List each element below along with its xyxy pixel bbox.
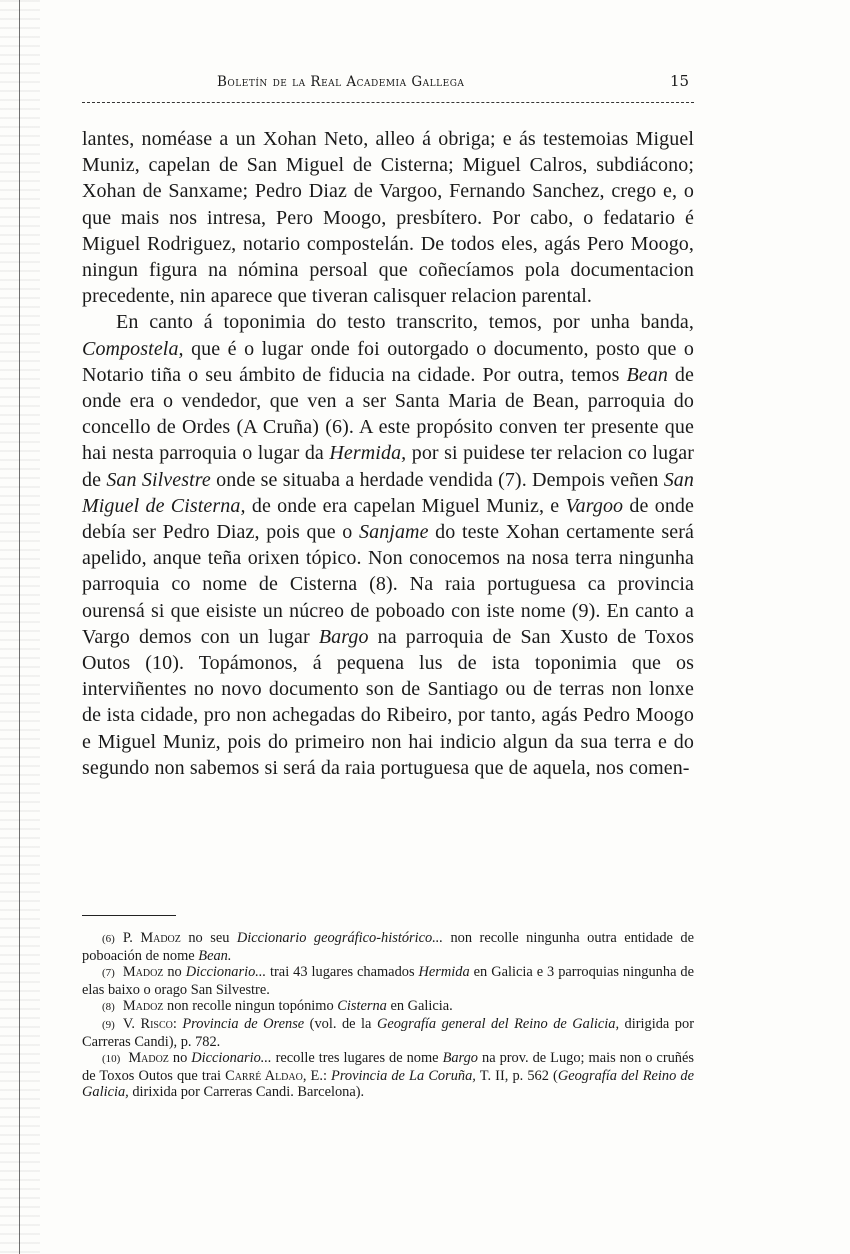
footnote-number: (10) [102, 1053, 121, 1066]
text-run: . Topámonos, á pequena lus de ista toponimia que os interviñentes no novo documento son de Santiago ou de terras non lonxe de ista cidade, pro non achegadas do Ribeiro, por tanto, agás Pedro Moogo e Miguel Muniz, pois do primeiro non hai indicio algun da sua terra e do segundo non sabemos si será da raia portuguesa que de aquela, nos comen- [82, 652, 694, 779]
footnote-number: (9) [102, 1018, 115, 1031]
paragraph-1 [82, 126, 694, 309]
author-name: Risco [140, 1015, 173, 1032]
footnote-number: (8) [102, 1001, 115, 1014]
page-number: 15 [670, 72, 690, 90]
note-text: P. [122, 930, 141, 946]
note-text: : [172, 1015, 183, 1032]
work-title: Diccionario... [185, 964, 267, 981]
note-text: non recolle ningun topónimo [163, 998, 338, 1015]
text-run: . Na raia portuguesa ca provincia ourensá si que eisiste un núcreo de poboado con iste nome [82, 573, 694, 622]
work-title: Provincia de Orense [182, 1015, 305, 1032]
footnote-ref: (6) [325, 416, 349, 439]
binding-edge [0, 0, 40, 1254]
footnote-ref: (7) [498, 468, 522, 491]
author-name: Madoz [122, 998, 164, 1015]
note-text: dirixida por Carreras Candi. Barcelona). [128, 1084, 365, 1101]
footnote-7 [82, 964, 694, 998]
work-title: Geografía del Reino de Galicia, [82, 1067, 695, 1101]
footnote-number: (7) [102, 967, 115, 980]
place-name: Hermida [418, 964, 470, 981]
author-name: Carré Aldao [225, 1067, 303, 1084]
text-run: na parroquia de San Xusto de Toxos Outos [82, 625, 694, 675]
note-text: recolle tres lugares de nome [271, 1050, 443, 1067]
text-run: que é o lugar onde foi outorgado o documento, posto que o Notario tiña o seu ámbito de fiducia na cidade. Por outra, temos [82, 337, 694, 386]
note-text: non recolle ningunha outra entidade de poboación de nome [82, 930, 694, 964]
work-title: Diccionario... [191, 1050, 272, 1067]
note-text: T. II, p. 562 ( [475, 1067, 558, 1084]
main-text [82, 126, 694, 781]
text-run: por si puidese ter relacion co lugar de [82, 442, 695, 491]
place-name: Bargo [318, 625, 369, 648]
text-run: . Dempois veñen [521, 468, 664, 491]
footnote-ref: (8) [369, 573, 393, 596]
place-name: Bean. [198, 947, 232, 964]
binding-line [19, 0, 20, 1254]
text-run: En canto á toponimia do testo transcrito, temos, por unha banda, [116, 311, 694, 334]
place-name: Hermida, [329, 442, 407, 465]
note-text: no [168, 1050, 192, 1067]
place-name: San Silvestre [106, 468, 211, 491]
place-name: San Miguel de Cisterna, [82, 468, 694, 517]
footnote-number: (6) [102, 933, 115, 945]
note-text: , E.: [302, 1067, 332, 1084]
text-run: onde se situaba a herdade vendida [210, 468, 499, 491]
text-run: de onde era o vendedor, que ven a ser Santa Maria de Bean, parroquia do concello de Ordes (A Cruña) [82, 363, 694, 439]
place-name: Bean [626, 363, 668, 386]
running-head: Boletín de la Real Academia Gallega [217, 74, 465, 90]
place-name: Sanjame [359, 521, 429, 544]
footnotes [82, 930, 694, 1101]
author-name: Madoz [140, 930, 181, 946]
note-text: (vol. de la [304, 1015, 377, 1032]
note-text: dirigida por Carreras Candi), p. 782. [82, 1015, 694, 1050]
note-text: na prov. de Lugo; mais non o cruñés de Toxos Outos que trai [82, 1050, 694, 1084]
note-text: no seu [180, 930, 237, 946]
place-name: Cisterna [337, 998, 387, 1015]
footnote-ref: (10) [145, 652, 180, 675]
place-name: Vargoo [565, 494, 624, 517]
text-run: de onde debía ser Pedro Diaz, pois que o [82, 494, 694, 544]
header-rule [82, 102, 694, 103]
text-run: . En canto a Vargo demos con un lugar [82, 599, 694, 648]
text-run: . A este propósito conven ter presente que hai nesta parroquia o lugar da [82, 416, 694, 465]
footnote-6 [82, 930, 694, 964]
footnote-10 [82, 1050, 694, 1101]
note-text: V. [122, 1015, 141, 1032]
work-title: Diccionario geográfico-histórico... [236, 930, 443, 946]
footnote-ref: (9) [571, 599, 596, 622]
note-text: en Galicia. [386, 998, 453, 1015]
place-name: Compostela, [82, 337, 184, 360]
text-run: lantes, noméase a un Xohan Neto, alleo á obriga; e ás testemoias Miguel Muniz, capelan de San Miguel de Cisterna; Miguel Calros, subdiácono; Xohan de Sanxame; Pedro Diaz de Vargoo, Fernando Sanchez, crego e, o que mais nos intresa, Pero Moogo, presbítero. Por cabo, o fedatario é Miguel Rodriguez, notario compostelán. De todos eles, agás Pero Moogo, ningun figura na nómina persoal que coñecíamos pola documentacion precedente, nin aparece que tiveran calisquer relacion parental. [82, 128, 694, 308]
footnote-9 [82, 1016, 694, 1050]
author-name: Madoz [122, 964, 164, 981]
note-text: en Galicia e 3 parroquias ningunha de elas baixo o orago San Silvestre. [82, 964, 695, 998]
note-text: trai 43 lugares chamados [266, 964, 419, 981]
author-name: Madoz [128, 1050, 169, 1067]
paragraph-2 [82, 309, 694, 781]
footnote-8 [82, 998, 694, 1016]
place-name: Bargo [442, 1050, 479, 1067]
note-text: no [163, 964, 186, 981]
footnote-rule [82, 915, 176, 916]
text-run: de onde era capelan Miguel Muniz, e [245, 494, 566, 517]
text-run: do teste Xohan certamente será apelido, anque teña orixen tópico. Non conocemos na nosa terra ningunha parroquia co nome de Cisterna [82, 521, 695, 596]
work-title: Geografía general del Reino de Galicia, [376, 1015, 620, 1032]
work-title: Provincia de La Coruña, [331, 1067, 476, 1084]
